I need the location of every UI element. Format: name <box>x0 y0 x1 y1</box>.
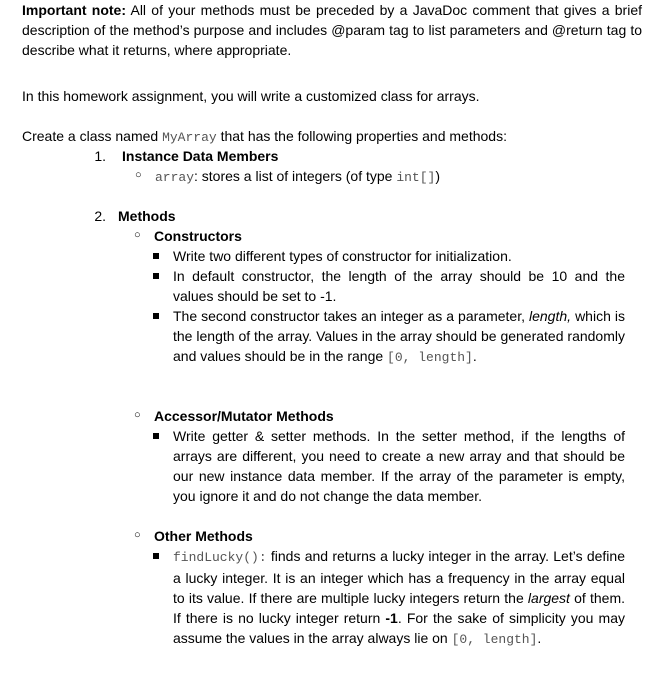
create-class-line <box>22 126 642 148</box>
find-lucky-text-4: . <box>537 630 542 646</box>
accessor-item: Write getter & setter methods. In the setter method, if the lengths of arrays are different, you need to create a new array and that should be our new instance data member. If the array of the parameter is empty, you ignore it and do not change the data member. <box>173 428 625 504</box>
hollow-bullet-icon: ○ <box>134 409 141 421</box>
important-note <box>22 0 642 60</box>
range-code: [0, length] <box>387 350 473 365</box>
important-note-text: All of your methods must be preceded by a JavaDoc comment that gives a brief description of the method’s purpose and includes @param tag to list parameters and @return tag to describe what it returns, where appropriate. <box>22 2 642 58</box>
important-note-label: Important note: <box>22 2 127 18</box>
largest-emphasis: largest <box>527 590 570 606</box>
find-lucky-item <box>173 546 625 650</box>
constructor-item-3 <box>173 306 625 368</box>
section-2-title: Methods <box>118 208 176 224</box>
negative-one: -1 <box>385 610 398 626</box>
section-1-title: Instance Data Members <box>122 148 279 164</box>
field-name: array <box>155 170 195 185</box>
constructor-item-3-pre: The second constructor takes an integer as a parameter, <box>173 308 529 324</box>
field-type: int[] <box>396 170 436 185</box>
create-pre: Create a class named <box>22 128 163 144</box>
constructor-item-1: Write two different types of constructor for initialization. <box>173 248 512 264</box>
find-lucky-text-3: . For the sake of simplicity you may assume the values in the array always lie on <box>173 610 625 646</box>
hollow-bullet-icon: ○ <box>134 529 141 541</box>
find-lucky-method: findLucky(): <box>173 550 267 565</box>
section-1-number: 1. <box>94 148 106 164</box>
find-lucky-text-2: of them. If there is no lucky integer return <box>173 590 626 626</box>
square-bullet-icon <box>153 553 159 559</box>
square-bullet-icon <box>153 253 159 259</box>
field-array <box>155 166 440 188</box>
square-bullet-icon <box>153 273 159 279</box>
find-lucky-text-1: finds and returns a lucky integer in the array. Let’s define a lucky integer. It is an integer which has a frequency in the array equal to its value. If there are multiple lucky integers return the <box>173 548 625 606</box>
constructor-item-3-mid: which is the length of the array. Values in the array should be generated randomly and values should be in the range <box>173 308 625 364</box>
field-close: ) <box>435 168 441 184</box>
hollow-bullet-icon: ○ <box>134 229 141 241</box>
constructor-item-2: In default constructor, the length of the array should be 10 and the values should be set to -1. <box>173 268 625 304</box>
create-post: that has the following properties and methods: <box>216 128 507 144</box>
square-bullet-icon <box>153 433 159 439</box>
range-code-2: [0, length] <box>451 632 538 647</box>
class-name: MyArray <box>162 130 217 145</box>
other-title: Other Methods <box>154 528 253 544</box>
length-emphasis: length, <box>529 308 572 324</box>
intro-text: In this homework assignment, you will write a customized class for arrays. <box>22 88 480 104</box>
section-2-number: 2. <box>94 208 106 224</box>
field-desc: : stores a list of integers (of type <box>194 168 397 184</box>
accessor-title: Accessor/Mutator Methods <box>154 408 334 424</box>
constructors-title: Constructors <box>154 228 242 244</box>
square-bullet-icon <box>153 313 159 319</box>
constructor-item-3-post: . <box>472 348 477 364</box>
hollow-bullet-icon: ○ <box>135 169 142 181</box>
